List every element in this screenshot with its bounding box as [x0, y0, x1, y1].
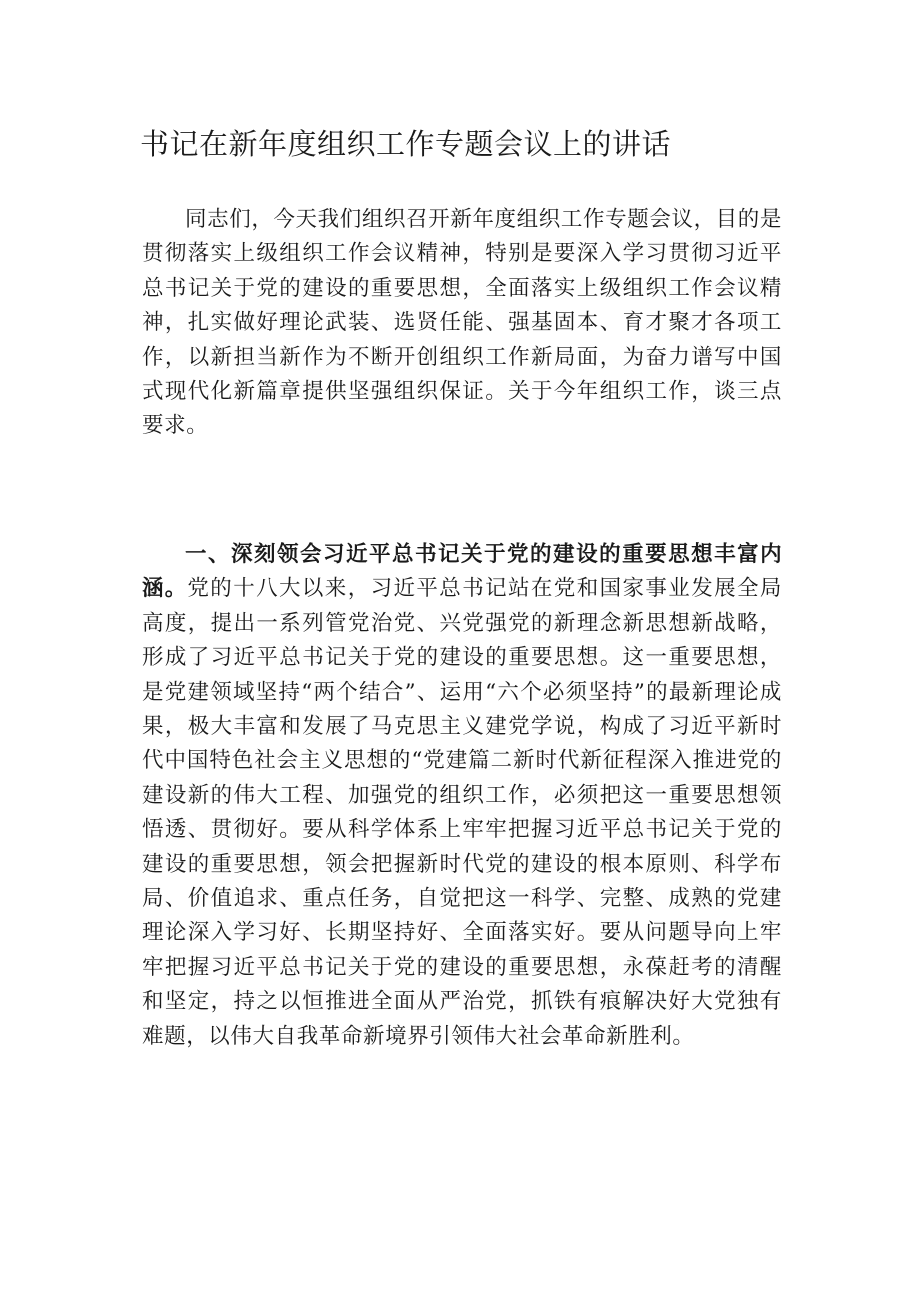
- page-title: 书记在新年度组织工作专题会议上的讲话: [140, 127, 672, 161]
- section-heading: 一、深刻领会习近平总书记关于党的建设的重要思想丰富内涵。: [142, 542, 782, 602]
- paragraph-section-one: [142, 538, 782, 1054]
- paragraph-opening: 同志们，今天我们组织召开新年度组织工作专题会议，目的是贯彻落实上级组织工作会议精神，特别是要深入学习贯彻习近平总书记关于党的建设的重要思想，全面落实上级组织工作会议精神，扎实做好理论武装、选贤任能、强基固本、育才聚才各项工作，以新担当新作为不断开创组织工作新局面，为奋力谱写中国式现代化新篇章提供坚强组织保证。关于今年组织工作，谈三点要求。: [142, 207, 782, 439]
- section-body: 党的十八大以来，习近平总书记站在党和国家事业发展全局高度，提出一系列管党治党、兴党强党的新理念新思想新战略，形成了习近平总书记关于党的建设的重要思想。这一重要思想，是党建领域坚持“两个结合”、运用“六个必须坚持”的最新理论成果，极大丰富和发展了马克思主义建党学说，构成了习近平新时代中国特色社会主义思想的“党建篇二新时代新征程深入推进党的建设新的伟大工程、加强党的组织工作，必须把这一重要思想领悟透、贯彻好。要从科学体系上牢牢把握习近平总书记关于党的建设的重要思想，领会把握新时代党的建设的根本原则、科学布局、价值追求、重点任务，自觉把这一科学、完整、成熟的党建理论深入学习好、长期坚持好、全面落实好。要从问题导向上牢牢把握习近平总书记关于党的建设的重要思想，永葆赶考的清醒和坚定，持之以恒推进全面从严治党，抓铁有痕解决好大党独有难题，以伟大自我革命新境界引领伟大社会革命新胜利。: [142, 576, 782, 1049]
